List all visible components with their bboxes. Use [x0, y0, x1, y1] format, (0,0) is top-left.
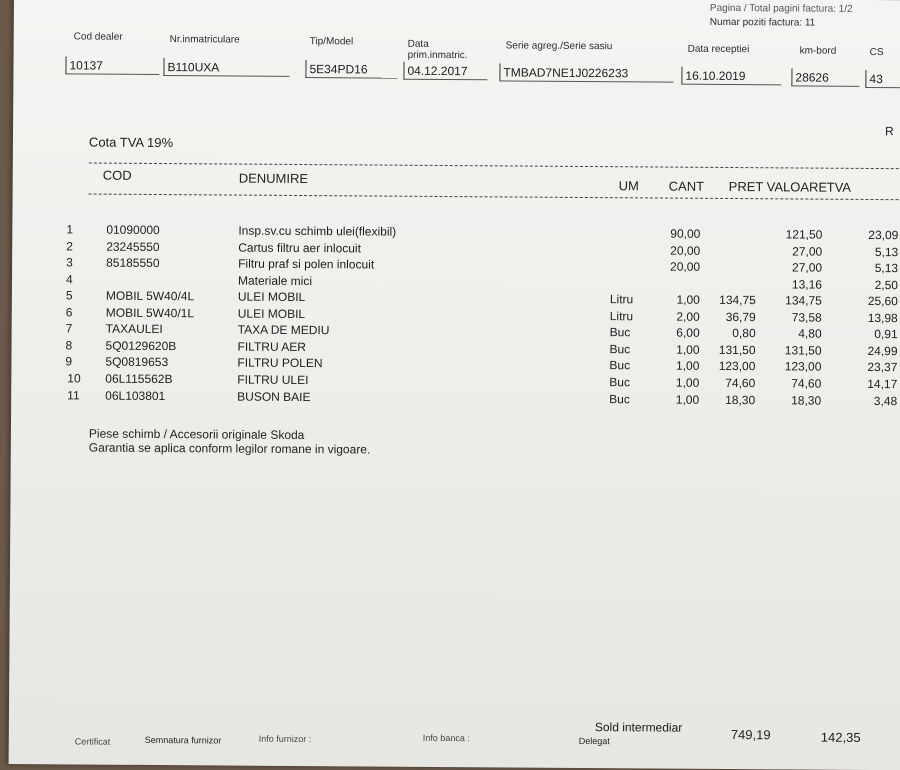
cell-pret: 131,50: [703, 343, 755, 357]
value-serie-sasiu: TMBAD7NE1J0226233: [499, 63, 673, 82]
cell-valoare: 73,58: [764, 310, 822, 324]
footer-bank-info: Info banca :: [423, 733, 470, 743]
cell-pret: 134,75: [704, 293, 756, 307]
value-tip-model: 5E34PD16: [305, 60, 397, 79]
cell-cod: 06L103801: [105, 388, 235, 403]
cell-cant: 1,00: [656, 293, 700, 307]
cell-pret: 0,80: [704, 326, 756, 340]
col-header-denumire: DENUMIRE: [239, 171, 308, 186]
value-data-receptiei: 16.10.2019: [681, 67, 781, 86]
cell-cant: 1,00: [655, 342, 699, 356]
cell-cod: 23245550: [106, 239, 236, 254]
cell-nr: 8: [66, 338, 80, 352]
cell-tva: 5,13: [844, 261, 898, 275]
col-header-pret: PRET: [729, 179, 764, 194]
cell-um: Litru: [610, 309, 650, 323]
label-nr-inmatriculare: Nr.inmatriculare: [170, 34, 240, 45]
cell-valoare: 27,00: [764, 260, 822, 274]
cell-nr: 10: [67, 371, 81, 385]
cell-valoare: 131,50: [763, 343, 821, 357]
cell-valoare: 4,80: [764, 327, 822, 341]
footer-signature: Semnatura furnizor: [145, 735, 222, 746]
subtotal-value: 749,19: [731, 727, 771, 742]
cell-nr: 2: [66, 239, 80, 253]
cell-valoare: 18,30: [763, 393, 821, 407]
value-cs: 43: [865, 70, 900, 88]
cell-cod: 5Q0819653: [105, 355, 235, 370]
col-header-valoare: VALOARE: [767, 179, 828, 194]
label-data-receptiei: Data receptiei: [688, 44, 750, 55]
note-original-parts: Piese schimb / Accesorii originale Skoda: [89, 427, 305, 443]
cell-valoare: 123,00: [763, 360, 821, 374]
cell-nr: 5: [66, 289, 80, 303]
cell-cod: MOBIL 5W40/1L: [106, 305, 236, 320]
divider-header: [89, 194, 900, 201]
cell-tva: 5,13: [844, 244, 898, 258]
cell-tva: 24,99: [843, 344, 897, 358]
cell-valoare: 27,00: [764, 244, 822, 258]
cell-cod: 5Q0129620B: [105, 338, 235, 353]
cell-denumire: BUSON BAIE: [237, 389, 537, 405]
cell-um: Buc: [609, 375, 649, 389]
cell-valoare: 74,60: [763, 376, 821, 390]
cell-valoare: 121,50: [764, 227, 822, 241]
cell-nr: 11: [67, 388, 81, 402]
cell-denumire: FILTRU AER: [237, 339, 537, 355]
cell-tva: 23,09: [844, 228, 898, 242]
label-km-bord: km-bord: [800, 45, 837, 56]
cell-nr: 4: [66, 272, 80, 286]
cell-cant: 2,00: [656, 309, 700, 323]
cell-cant: 20,00: [656, 243, 700, 257]
cell-cant: 1,00: [655, 359, 699, 373]
value-cod-dealer: 10137: [65, 56, 159, 75]
col-header-tva: TVA: [827, 180, 851, 195]
value-km-bord: 28626: [791, 68, 859, 86]
cell-nr: 3: [66, 255, 80, 269]
item-count: Numar poziti factura: 11: [710, 17, 815, 29]
right-edge-text: R: [885, 124, 894, 138]
cell-valoare: 134,75: [764, 293, 822, 307]
cell-tva: 14,17: [843, 377, 897, 391]
page-count: Pagina / Total pagini factura: 1/2: [710, 3, 853, 15]
cell-cant: 1,00: [655, 375, 699, 389]
col-header-cod: COD: [103, 168, 132, 183]
cell-denumire: Materiale mici: [238, 273, 538, 289]
subtotal-vat: 142,35: [821, 730, 861, 745]
cell-pret: 36,79: [704, 310, 756, 324]
cell-cod: 06L115562B: [105, 372, 235, 387]
value-data-prim-inmatric: 04.12.2017: [403, 62, 487, 81]
cell-cod: MOBIL 5W40/4L: [106, 289, 236, 304]
label-cs: CS: [870, 47, 884, 58]
cell-denumire: FILTRU ULEI: [237, 373, 537, 389]
cell-tva: 23,37: [843, 360, 897, 374]
cell-pret: 74,60: [703, 376, 755, 390]
cell-valoare: 13,16: [764, 277, 822, 291]
cell-cant: 90,00: [656, 226, 700, 240]
footer-certificat: Certificat: [75, 736, 111, 746]
cell-cod: 01090000: [106, 223, 236, 238]
cell-um: Buc: [609, 359, 649, 373]
cell-denumire: FILTRU POLEN: [237, 356, 537, 372]
invoice-page: [9, 0, 900, 770]
divider-top: [89, 163, 900, 170]
cell-denumire: Filtru praf si polen inlocuit: [238, 257, 538, 273]
cell-tva: 3,48: [843, 393, 897, 407]
cell-um: Litru: [610, 292, 650, 306]
cell-cod: TAXAULEI: [106, 322, 236, 337]
note-warranty: Garantia se aplica conform legilor romane in vigoare.: [89, 441, 371, 457]
cell-tva: 25,60: [844, 294, 898, 308]
cell-pret: 123,00: [703, 359, 755, 373]
cell-cant: 1,00: [655, 392, 699, 406]
col-header-cant: CANT: [669, 179, 704, 194]
cell-tva: 13,98: [844, 311, 898, 325]
cell-cod: [106, 272, 236, 273]
cell-denumire: TAXA DE MEDIU: [238, 323, 538, 339]
footer-delegat: Delegat: [579, 736, 610, 746]
cell-cant: 6,00: [656, 326, 700, 340]
cell-nr: 6: [66, 305, 80, 319]
label-data-prim-inmatric: Data prim.inmatric.: [408, 39, 478, 61]
label-tip-model: Tip/Model: [310, 36, 354, 47]
cell-denumire: ULEI MOBIL: [238, 290, 538, 306]
cell-nr: 7: [66, 322, 80, 336]
subtotal-label: Sold intermediar: [595, 720, 682, 735]
vat-rate: Cota TVA 19%: [89, 135, 173, 151]
cell-denumire: ULEI MOBIL: [238, 306, 538, 322]
footer-supplier-info: Info furnizor :: [259, 734, 312, 744]
label-serie-sasiu: Serie agreg./Serie sasiu: [506, 40, 613, 52]
cell-tva: 0,91: [844, 327, 898, 341]
cell-pret: 18,30: [703, 392, 755, 406]
cell-nr: 1: [66, 222, 80, 236]
cell-denumire: Cartus filtru aer inlocuit: [238, 240, 538, 256]
cell-denumire: Insp.sv.cu schimb ulei(flexibil): [238, 224, 538, 240]
col-header-um: UM: [619, 178, 639, 193]
cell-tva: 2,50: [844, 277, 898, 291]
cell-cod: 85185550: [106, 256, 236, 271]
value-nr-inmatriculare: B110UXA: [163, 58, 289, 77]
cell-um: Buc: [609, 342, 649, 356]
cell-um: Buc: [610, 325, 650, 339]
cell-cant: 20,00: [656, 260, 700, 274]
label-cod-dealer: Cod dealer: [74, 31, 123, 42]
cell-um: Buc: [609, 392, 649, 406]
cell-nr: 9: [65, 355, 79, 369]
